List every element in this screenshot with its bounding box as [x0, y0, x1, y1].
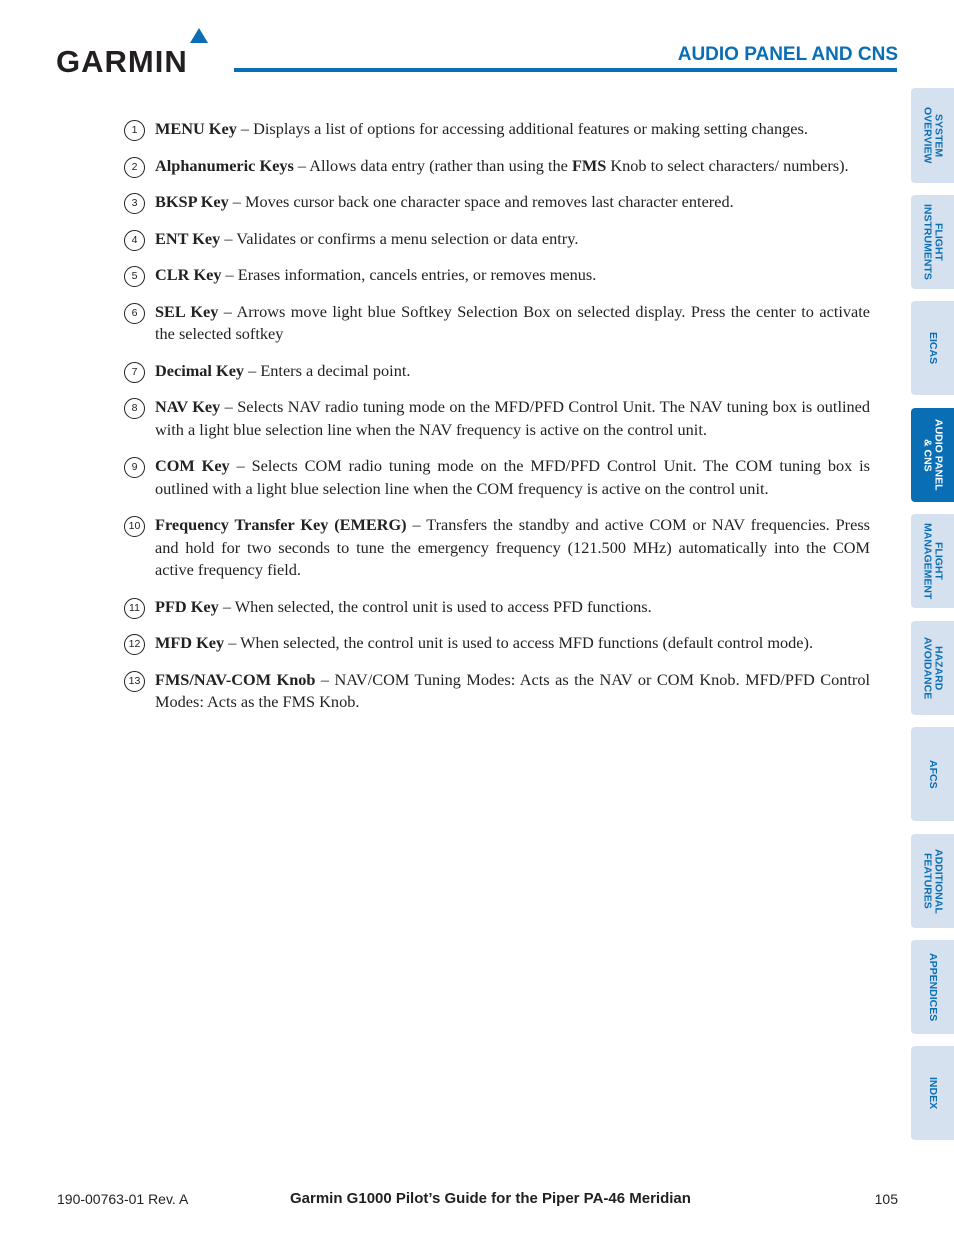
document-title: Garmin G1000 Pilot’s Guide for the Piper PA-46 Meridian	[290, 1190, 691, 1207]
description: Validates or confirms a menu selection or data entry.	[236, 228, 579, 248]
description: Moves cursor back one character space and removes last character entered.	[245, 192, 734, 211]
list-item	[124, 669, 870, 714]
description: Arrows move light blue Softkey Selection Box on selected display. Press the center to activate the selected softkey	[155, 301, 870, 343]
tab-label: EICAS	[927, 331, 939, 365]
description: Allows data entry (rather than using the	[309, 155, 572, 175]
description: Selects COM radio tuning mode on the MFD/PFD Control Unit. The COM tuning box is outlined with a light blue selection line when the COM frequency is active on the control unit.	[155, 456, 870, 498]
garmin-triangle-icon	[190, 28, 208, 43]
callout-number: 8	[124, 398, 145, 419]
description: NAV/COM Tuning Modes: Acts as the NAV or COM Knob. MFD/PFD Control Modes: Acts as the FMS Knob.	[155, 669, 870, 711]
description: Erases information, cancels entries, or removes menus.	[237, 265, 597, 284]
key-descriptions	[124, 118, 870, 728]
key-name: MENU Key	[155, 119, 237, 138]
key-name: NAV Key	[155, 397, 221, 416]
callout-number: 2	[124, 157, 145, 178]
key-name: Alphanumeric Keys	[155, 155, 294, 175]
callout-number: 11	[124, 598, 145, 619]
list-item	[124, 301, 870, 346]
separator: –	[229, 456, 252, 475]
tab-system-overview[interactable]	[911, 88, 954, 183]
tab-label: APPENDICES	[927, 952, 939, 1022]
list-item	[124, 455, 870, 500]
tab-label: FLIGHT INSTRUMENTS	[921, 204, 945, 280]
tab-additional-features[interactable]	[911, 834, 954, 928]
key-name: BKSP Key	[155, 192, 229, 211]
tab-eicas[interactable]	[911, 301, 954, 395]
list-item	[124, 396, 870, 441]
tab-flight-instruments[interactable]	[911, 195, 954, 289]
list-item	[124, 264, 870, 287]
description: Enters a decimal point.	[260, 360, 411, 380]
key-name: Frequency Transfer Key (EMERG)	[155, 515, 407, 534]
separator: –	[244, 360, 261, 380]
tab-label: FLIGHT MANAGEMENT	[921, 522, 945, 600]
key-name: CLR Key	[155, 265, 222, 284]
separator: –	[406, 515, 427, 534]
tab-audio-panel-cns[interactable]	[911, 408, 954, 502]
header-rule	[234, 68, 897, 72]
list-item	[124, 632, 870, 655]
tab-label: SYSTEM OVERVIEW	[921, 107, 945, 164]
list-item	[124, 155, 870, 178]
list-item	[124, 596, 870, 619]
list-item	[124, 191, 870, 214]
separator: –	[293, 155, 310, 175]
list-item	[124, 360, 870, 383]
description-continued: Knob to select characters/ numbers).	[606, 155, 849, 175]
list-item	[124, 228, 870, 251]
fms-emphasis: FMS	[571, 155, 607, 175]
key-name: PFD Key	[155, 596, 219, 616]
separator: –	[220, 397, 238, 416]
tab-afcs[interactable]	[911, 727, 954, 821]
key-name: FMS/NAV-COM Knob	[155, 669, 316, 689]
description: When selected, the control unit is used to access MFD functions (default control mode).	[240, 633, 814, 652]
key-name: ENT Key	[155, 228, 221, 248]
description: Transfers the standby and active COM or NAV frequencies. Press and hold for two seconds to tune the emergency frequency (121.500 MHz) automatically into the COM active frequency field.	[155, 515, 870, 579]
separator: –	[220, 228, 237, 248]
callout-number: 9	[124, 457, 145, 478]
document-number: 190-00763-01 Rev. A	[57, 1191, 189, 1207]
garmin-logo	[56, 28, 218, 79]
separator: –	[218, 301, 237, 321]
section-title: AUDIO PANEL AND CNS	[677, 44, 898, 65]
callout-number: 3	[124, 193, 145, 214]
separator: –	[218, 596, 235, 616]
list-item	[124, 514, 870, 582]
callout-number: 12	[124, 634, 145, 655]
separator: –	[236, 119, 254, 138]
description: Selects NAV radio tuning mode on the MFD/PFD Control Unit. The NAV tuning box is outlined with a light blue selection line when the NAV frequency is active on the control unit.	[155, 397, 870, 439]
key-name: SEL Key	[155, 301, 219, 321]
tab-hazard-avoidance[interactable]	[911, 621, 954, 715]
tab-flight-management[interactable]	[911, 514, 954, 608]
separator: –	[315, 669, 335, 689]
key-name: Decimal Key	[155, 360, 245, 380]
tab-label: INDEX	[927, 1076, 939, 1110]
key-name: COM Key	[155, 456, 230, 475]
page-number: 105	[874, 1191, 898, 1207]
callout-number: 13	[124, 671, 145, 692]
tab-label: HAZARD AVOIDANCE	[921, 636, 945, 700]
callout-number: 5	[124, 266, 145, 287]
list-item	[124, 118, 870, 141]
key-name: MFD Key	[155, 633, 225, 652]
separator: –	[228, 192, 246, 211]
callout-number: 1	[124, 120, 145, 141]
description: When selected, the control unit is used to access PFD functions.	[234, 596, 652, 616]
tab-appendices[interactable]	[911, 940, 954, 1034]
callout-number: 7	[124, 362, 145, 383]
description: Displays a list of options for accessing additional features or making setting changes.	[253, 119, 808, 138]
tab-label: AFCS	[927, 759, 939, 789]
callout-number: 4	[124, 230, 145, 251]
separator: –	[221, 265, 238, 284]
tab-label: ADDITIONAL FEATURES	[921, 848, 945, 914]
callout-number: 10	[124, 516, 145, 537]
logo-text: GARMIN	[56, 44, 188, 79]
tab-index[interactable]	[911, 1046, 954, 1140]
tab-label: AUDIO PANEL & CNS	[921, 419, 945, 491]
separator: –	[224, 633, 241, 652]
callout-number: 6	[124, 303, 145, 324]
